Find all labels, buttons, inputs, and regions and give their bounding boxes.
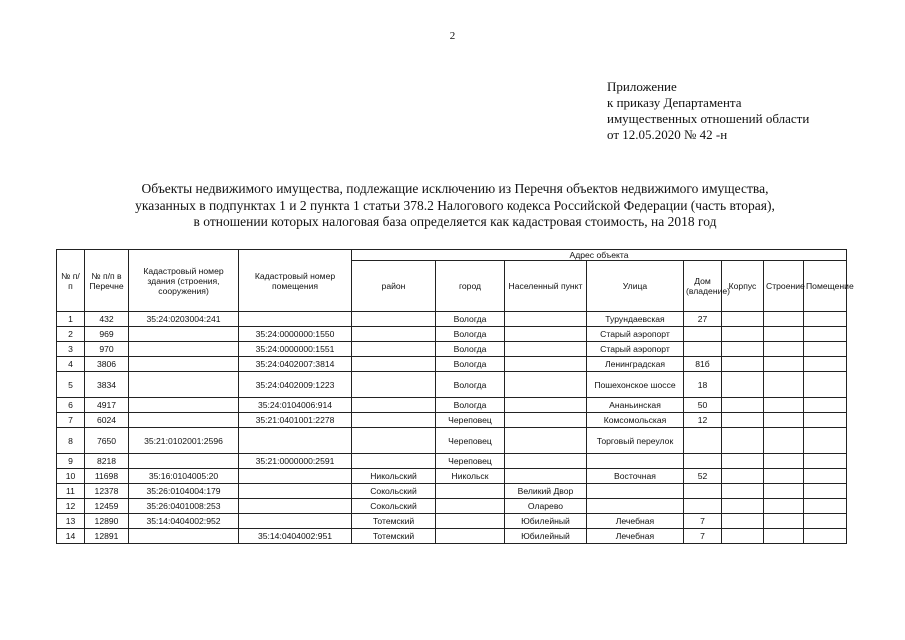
cell-settlement: Юбилейный	[505, 529, 587, 544]
cell-street: Пошехонское шоссе	[587, 372, 684, 398]
table-row	[57, 398, 847, 413]
header-address-group: Адрес объекта	[352, 250, 847, 261]
cell-building-cad: 35:26:0104004:179	[129, 484, 239, 499]
cell-list: 11698	[85, 469, 129, 484]
cell-building-cad	[129, 529, 239, 544]
cell-room-cad	[239, 484, 352, 499]
cell-settlement: Юбилейный	[505, 514, 587, 529]
cell-n: 4	[57, 357, 85, 372]
cell-building-cad: 35:21:0102001:2596	[129, 428, 239, 454]
cell-city: Вологда	[436, 327, 505, 342]
cell-list: 4917	[85, 398, 129, 413]
cell-korpus	[722, 428, 764, 454]
cell-street	[587, 484, 684, 499]
title-line-3: в отношении которых налоговая база определяется как кадастровая стоимость, на 2018 год	[193, 214, 717, 229]
cell-district: Сокольский	[352, 499, 436, 514]
cell-building-cad	[129, 342, 239, 357]
cell-building	[764, 484, 804, 499]
table-row	[57, 514, 847, 529]
cell-house: 27	[684, 312, 722, 327]
cell-room	[804, 398, 847, 413]
cell-city	[436, 529, 505, 544]
cell-district	[352, 428, 436, 454]
cell-city: Вологда	[436, 398, 505, 413]
cell-korpus	[722, 469, 764, 484]
cell-room	[804, 413, 847, 428]
appendix-line-4: от 12.05.2020 № 42 -н	[607, 127, 728, 142]
header-room-cadastral: Кадастровый номер помещения	[239, 250, 352, 312]
cell-building	[764, 514, 804, 529]
cell-list: 3806	[85, 357, 129, 372]
cell-korpus	[722, 514, 764, 529]
header-num: № п/п	[57, 250, 85, 312]
cell-building	[764, 428, 804, 454]
cell-street	[587, 454, 684, 469]
table-row	[57, 469, 847, 484]
cell-korpus	[722, 357, 764, 372]
document-title	[60, 181, 850, 231]
cell-korpus	[722, 499, 764, 514]
cell-n: 7	[57, 413, 85, 428]
table-row	[57, 312, 847, 327]
cell-n: 8	[57, 428, 85, 454]
cell-building-cad: 35:16:0104005:20	[129, 469, 239, 484]
table-row	[57, 357, 847, 372]
cell-district: Никольский	[352, 469, 436, 484]
cell-n: 12	[57, 499, 85, 514]
header-street: Улица	[587, 261, 684, 312]
cell-building	[764, 398, 804, 413]
cell-room-cad	[239, 469, 352, 484]
cell-building-cad	[129, 413, 239, 428]
cell-room-cad: 35:24:0000000:1550	[239, 327, 352, 342]
cell-settlement	[505, 428, 587, 454]
cell-building	[764, 312, 804, 327]
cell-n: 13	[57, 514, 85, 529]
header-list-num: № п/п в Перечне	[85, 250, 129, 312]
cell-city	[436, 484, 505, 499]
cell-district	[352, 413, 436, 428]
table-row	[57, 454, 847, 469]
cell-n: 6	[57, 398, 85, 413]
cell-room-cad	[239, 428, 352, 454]
cell-house	[684, 454, 722, 469]
cell-district	[352, 342, 436, 357]
cell-building-cad	[129, 327, 239, 342]
cell-room	[804, 529, 847, 544]
cell-district	[352, 398, 436, 413]
cell-room-cad: 35:24:0104006:914	[239, 398, 352, 413]
cell-room	[804, 469, 847, 484]
cell-district: Тотемский	[352, 514, 436, 529]
cell-room	[804, 342, 847, 357]
cell-settlement	[505, 398, 587, 413]
cell-street: Турундаевская	[587, 312, 684, 327]
cell-list: 8218	[85, 454, 129, 469]
cell-house	[684, 499, 722, 514]
cell-room	[804, 514, 847, 529]
cell-list: 7650	[85, 428, 129, 454]
cell-street: Старый аэропорт	[587, 342, 684, 357]
cell-room-cad	[239, 312, 352, 327]
cell-street: Старый аэропорт	[587, 327, 684, 342]
cell-room-cad: 35:21:0401001:2278	[239, 413, 352, 428]
cell-house	[684, 428, 722, 454]
cell-street: Восточная	[587, 469, 684, 484]
cell-city: Вологда	[436, 312, 505, 327]
cell-building-cad: 35:24:0203004:241	[129, 312, 239, 327]
cell-room	[804, 357, 847, 372]
cell-building-cad	[129, 357, 239, 372]
cell-house: 81б	[684, 357, 722, 372]
cell-room	[804, 484, 847, 499]
cell-n: 2	[57, 327, 85, 342]
cell-settlement	[505, 454, 587, 469]
cell-city: Вологда	[436, 372, 505, 398]
cell-city: Вологда	[436, 357, 505, 372]
cell-house: 50	[684, 398, 722, 413]
table-body	[57, 312, 847, 544]
cell-list: 12890	[85, 514, 129, 529]
appendix-block	[607, 79, 809, 143]
cell-n: 14	[57, 529, 85, 544]
header-building: Строение	[764, 261, 804, 312]
cell-room	[804, 454, 847, 469]
cell-building-cad	[129, 398, 239, 413]
cell-list: 432	[85, 312, 129, 327]
cell-district: Сокольский	[352, 484, 436, 499]
cell-list: 969	[85, 327, 129, 342]
cell-district: Тотемский	[352, 529, 436, 544]
table-row	[57, 428, 847, 454]
cell-street: Комсомольская	[587, 413, 684, 428]
cell-building	[764, 454, 804, 469]
cell-building-cad: 35:14:0404002:952	[129, 514, 239, 529]
cell-house: 18	[684, 372, 722, 398]
cell-building	[764, 327, 804, 342]
cell-room	[804, 372, 847, 398]
cell-city: Череповец	[436, 413, 505, 428]
header-building-cadastral: Кадастровый номер здания (строения, сооружения)	[129, 250, 239, 312]
header-room: Помещение	[804, 261, 847, 312]
cell-city: Череповец	[436, 428, 505, 454]
cell-street: Ленинградская	[587, 357, 684, 372]
cell-list: 12378	[85, 484, 129, 499]
cell-korpus	[722, 342, 764, 357]
cell-settlement	[505, 413, 587, 428]
cell-list: 970	[85, 342, 129, 357]
cell-settlement	[505, 327, 587, 342]
cell-house: 7	[684, 514, 722, 529]
cell-street: Торговый переулок	[587, 428, 684, 454]
cell-building-cad	[129, 372, 239, 398]
cell-n: 1	[57, 312, 85, 327]
cell-room-cad: 35:21:0000000:2591	[239, 454, 352, 469]
cell-korpus	[722, 529, 764, 544]
cell-building-cad: 35:26:0401008:253	[129, 499, 239, 514]
cell-building	[764, 469, 804, 484]
cell-building	[764, 372, 804, 398]
table-row	[57, 529, 847, 544]
cell-room	[804, 312, 847, 327]
table-row	[57, 342, 847, 357]
cell-korpus	[722, 484, 764, 499]
cell-building	[764, 529, 804, 544]
cell-korpus	[722, 372, 764, 398]
table-row	[57, 372, 847, 398]
cell-korpus	[722, 413, 764, 428]
cell-district	[352, 372, 436, 398]
cell-list: 6024	[85, 413, 129, 428]
cell-n: 9	[57, 454, 85, 469]
cell-room-cad	[239, 514, 352, 529]
cell-korpus	[722, 454, 764, 469]
page-number: 2	[449, 30, 456, 42]
cell-room	[804, 428, 847, 454]
cell-city: Вологда	[436, 342, 505, 357]
cell-house	[684, 484, 722, 499]
header-city: город	[436, 261, 505, 312]
cell-settlement: Великий Двор	[505, 484, 587, 499]
appendix-line-1: Приложение	[607, 79, 677, 94]
cell-building	[764, 499, 804, 514]
cell-korpus	[722, 312, 764, 327]
cell-n: 3	[57, 342, 85, 357]
cell-list: 12891	[85, 529, 129, 544]
cell-district	[352, 327, 436, 342]
title-line-2: указанных в подпунктах 1 и 2 пункта 1 статьи 378.2 Налогового кодекса Российской Федерации (часть вторая),	[135, 197, 775, 213]
cell-building-cad	[129, 454, 239, 469]
cell-building	[764, 342, 804, 357]
table-row	[57, 413, 847, 428]
cell-n: 11	[57, 484, 85, 499]
cell-building	[764, 413, 804, 428]
property-table	[56, 249, 854, 544]
cell-room	[804, 327, 847, 342]
header-district: район	[352, 261, 436, 312]
cell-room-cad	[239, 499, 352, 514]
cell-district	[352, 357, 436, 372]
cell-street: Ананьинская	[587, 398, 684, 413]
cell-settlement	[505, 312, 587, 327]
cell-list: 3834	[85, 372, 129, 398]
cell-room-cad: 35:24:0402007:3814	[239, 357, 352, 372]
cell-street	[587, 499, 684, 514]
cell-n: 5	[57, 372, 85, 398]
cell-house: 12	[684, 413, 722, 428]
cell-house: 7	[684, 529, 722, 544]
cell-n: 10	[57, 469, 85, 484]
cell-settlement	[505, 372, 587, 398]
cell-city: Череповец	[436, 454, 505, 469]
cell-room	[804, 499, 847, 514]
cell-korpus	[722, 398, 764, 413]
cell-house	[684, 342, 722, 357]
cell-list: 12459	[85, 499, 129, 514]
cell-city	[436, 499, 505, 514]
cell-room-cad: 35:24:0000000:1551	[239, 342, 352, 357]
cell-district	[352, 454, 436, 469]
cell-street: Лечебная	[587, 514, 684, 529]
title-line-1: Объекты недвижимого имущества, подлежащие исключению из Перечня объектов недвижимого имущества,	[141, 181, 769, 196]
cell-district	[352, 312, 436, 327]
cell-building	[764, 357, 804, 372]
appendix-line-2: к приказу Департамента	[607, 95, 742, 110]
cell-settlement: Оларево	[505, 499, 587, 514]
cell-city	[436, 514, 505, 529]
header-korpus: Корпус	[722, 261, 764, 312]
table-row	[57, 499, 847, 514]
cell-house	[684, 327, 722, 342]
cell-house: 52	[684, 469, 722, 484]
cell-room-cad: 35:14:0404002:951	[239, 529, 352, 544]
cell-settlement	[505, 357, 587, 372]
header-house: Дом (владение)	[684, 261, 722, 312]
cell-room-cad: 35:24:0402009:1223	[239, 372, 352, 398]
header-settlement: Населенный пункт	[505, 261, 587, 312]
cell-city: Никольск	[436, 469, 505, 484]
cell-korpus	[722, 327, 764, 342]
appendix-line-3: имущественных отношений области	[607, 111, 810, 126]
table-row	[57, 327, 847, 342]
cell-settlement	[505, 469, 587, 484]
cell-street: Лечебная	[587, 529, 684, 544]
table-row	[57, 484, 847, 499]
cell-settlement	[505, 342, 587, 357]
